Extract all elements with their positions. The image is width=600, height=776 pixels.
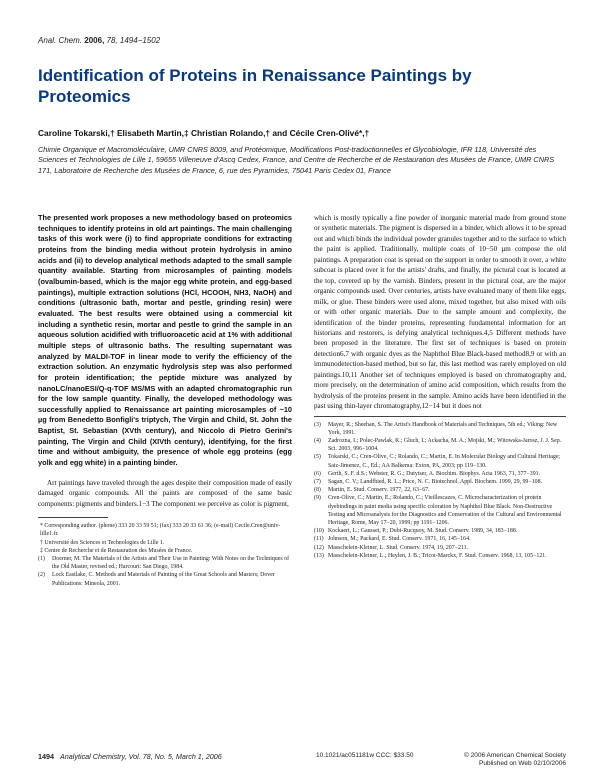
reference-number: (2) [38,572,45,579]
reference-text: Sagan, C. V.; Landfhied, R. L.; Price, N. C. Biotechnol. Appl. Biochem. 1999, 29, 99−108. [328,479,543,486]
reference-text: Zadrozna, I.; Polec-Pawlak, K.; Gluch, I.; Ackacha, M. A.; Mojski, M.; Witowska-Jarosz, J. J. Sep. Sci. 2003, 996−1004. [328,438,562,453]
reference-text: Gerth, S. F. d.S.; Webster, R. G.; Dutytser, A. Biochim. Biophys. Acta 1963, 71, 377−391. [328,470,541,477]
reference-number: (3) [314,421,321,428]
reference-item [38,571,292,587]
reference-item [314,527,566,535]
reference-number: (11) [314,536,324,543]
article-title: Identification of Proteins in Renaissance Paintings by Proteomics [38,66,472,106]
footnote: ‡ Centre de Recherche et de Restauration des Musées de France. [40,547,193,554]
reference-item [314,552,566,560]
reference-text: Tokarski, C.; Cren-Olive, C.; Rolando, C.; Martin, E. In Molecular Biology and Cultural Heritage; Saiz-Jimenez, C., Ed.; AA Balkema: Exton, PA, 2003; pp 119−130. [328,454,561,469]
references-divider [314,416,566,417]
reference-number: (5) [314,454,321,461]
right-column [314,213,566,560]
reference-item [314,453,566,469]
reference-text: Johnson, M.; Packard, E. Stud. Conserv. 1971, 16, 145−164. [328,536,471,543]
reference-text: Mayer, R.; Sheehan, S. The Artist's Handbook of Materials and Techniques, 5th ed.; Viking: New York, 1991. [328,421,558,436]
reference-item [314,544,566,552]
reference-number: (6) [314,470,321,477]
reference-item [314,437,566,453]
reference-item [314,470,566,478]
reference-number: (7) [314,479,321,486]
intro-paragraph: Art paintings have traveled through the ages despite their composition made of easily damaged organic compounds. All the paints are composed of the same basic components: pigments and binders.1−3 The component we perceive as color is pigment, [38,478,292,508]
page-number: 1494 [38,752,54,761]
reference-item [314,421,566,437]
reference-number: (12) [314,544,324,551]
reference-text: Martin, E. Stud. Conserv. 1977, 22, 63−67. [328,487,430,494]
footnote-divider [38,517,108,518]
doi: 10.1021/ac051181w CCC: $33.50 [316,752,414,759]
reference-text: Lock Eastlake, C. Methods and Materials of Painting of the Great Schools and Masters; Dover Publications: Mineola, 2001. [52,572,275,587]
reference-item [314,486,566,494]
body-paragraph: which is mostly typically a fine powder of inorganic material made from ground stone or synthetic materials. The pigment is dispersed in a binder, which allows it to be spread out and which binds the individual powder granules together and to the surface to which the paint is applied. Traditionally, multiple coats of 10−50 µm compose the old paintings. A preparation coat is spread on the support in order to smooth it over, a white subcoat is placed over it for the artists' drafts, and finally, the pictural coat is located at the top, covered up by the varnish. Binders, present in the pictural coat, are the major organic compounds used. Over centuries, artists have evaluated many of them like eggs, milk, or glue. These binders were used alone, mixed together, but also mixed with oils or with other organic materials. Due to the sample amount and complexity, the identification of the binder proteins, representing fundamental information for art historians and restorers, is defying analytical techniques.4,5 Different methods have been proposed in the literature. The first set of techniques is based on protein detection6,7 with organic dyes as the Naphthol Blue Black-based method8,9 or with an immunodetection-based method, but so far, this last method was rarely employed on old paintings.10,11 Another set of techniques employed is based on chromatography and, more precisely, on the determination of amino acid composition, which results from the hydrolysis of the proteins present in the sample. Amino acids have been identified in the past using thin-layer chromatography,12−14 but it does not [314,214,566,411]
reference-number: (4) [314,438,321,445]
journal-volume: 78, [106,36,118,45]
journal-pages: 1494−1502 [119,36,161,45]
page-footer-right [316,752,566,769]
affiliation: Chimie Organique et Macromoléculaire, UMR CNRS 8009, and Protéomique, Modifications Post-traductionnelles et Glycobiologie, IFR 118, Université des Sciences et Technologies de Lille 1, 59655 Villeneuve d'Ascq Cedex, France, and Centre de Recherche et de Restauration des Musées de France, UMR CNRS 171, Laboratoire de Recherche des Musées de France, 6, rue des Pyramides, 75041 Paris Cedex 01, France [38,145,555,175]
reference-item [314,478,566,486]
journal-name: Anal. Chem. [38,36,83,45]
reference-item [38,555,292,571]
reference-number: (9) [314,495,321,502]
page-footer-left [38,752,222,761]
abstract: The presented work proposes a new methodology based on proteomics techniques to identify proteins in old art paintings. The main challenging tasks of this work were (i) to find appropriate conditions for extracting proteins from the binding media without protein hydrolysis in amino acids and (ii) to develop analytical methods adapted to the small sample quantity available. Starting from microsamples of painting models (ovalbumin-based, which is the major egg white protein, and egg-based paintings), multiple extraction solutions (HCl, HCOOH, NH3, NaOH) and conditions (ultrasonic bath, mortar and pestle, grinding resin) were evaluated. The best results were obtained using a commercial kit including a synthetic resin, mortar and pestle to grind the sample in an aqueous solution acidified with trifluoroacetic acid at 1% with additional multiple steps of ultrasonic baths. The resulting supernatant was analyzed by MALDI-TOF in linear mode to verify the efficiency of the extraction solution. An enzymatic hydrolysis step was also performed for protein identification; the peptide mixture was analyzed by nanoLC/nanoESI/Q-q-TOF MS/MS with an adapted chromatographic run for the low sample quantity. Finally, the developed methodology was successfully applied to Renaissance art painting microsamples of ~10 µg from Benedetto Bonfigli's triptych, The Virgin and Child, St. John the Baptist, St. Sebastian (XVth century), and Niccolo di Pietro Gerini's painting, The Virgin and Child (XIVth century), identifying, for the first time and without ambiguity, the presence of whole egg proteins (egg yolk and egg white) in a painting binder. [38,213,292,468]
reference-number: (8) [314,487,321,494]
left-column [38,213,292,588]
publication-date: Published on Web 02/10/2006 [479,760,566,768]
reference-list [314,421,566,560]
reference-item [314,494,566,527]
journal-issue: Analytical Chemistry, Vol. 78, No. 5, March 1, 2006 [60,752,222,761]
reference-number: (1) [38,555,45,562]
journal-reference [38,36,160,45]
journal-year: 2006, [84,36,105,45]
reference-item [314,535,566,543]
reference-number: (13) [314,552,324,559]
footnote: † Université des Sciences et Technologies de Lille 1. [40,539,165,546]
author-footnotes [38,522,292,588]
author-list: Caroline Tokarski,† Elisabeth Martin,‡ Christian Rolando,† and Cécile Cren-Olivé*,† [38,128,370,138]
reference-number: (10) [314,528,324,535]
reference-text: Cren-Olive, C.; Martin, E.; Rolando, C.; Vieillescazes, C. Microcharacterization of protein dyebindings in paint media using specific coloration by Naphthol Blue Black. Non-Destructive Testing and Microanalysis for the Diagnostics and Conservation of the Cultural and Environmental Heritage, Rome, May 17−20, 1999; pp 1191−1206. [328,495,562,527]
reference-text: Masschelein-Kleiner, L.; Heylen, J. B.; Tricot-Marckx, F. Stud. Conserv. 1968, 13, 105−121. [328,552,547,559]
copyright: © 2006 American Chemical Society [464,752,566,759]
reference-text: Kockaert, L.; Gausset, P.; Dubi-Rucquoy, M. Stud. Conserv. 1989, 34, 183−188. [328,528,518,535]
footnote: * Corresponding author. (phone) 333 20 33 59 51; (fax) 333 20 33 61 36; (e-mail) Cecile.Cren@univ-lille1.fr. [40,523,281,538]
reference-text: Doerner, M. The Materials of the Artists and Their Use in Painting: With Notes on the Techniques of the Old Master, revised ed.; Harcourt: San Diego, 1984. [52,555,290,571]
reference-text: Masschelein-Kleiner, L. Stud. Conserv. 1974, 19, 207−211. [328,544,469,551]
